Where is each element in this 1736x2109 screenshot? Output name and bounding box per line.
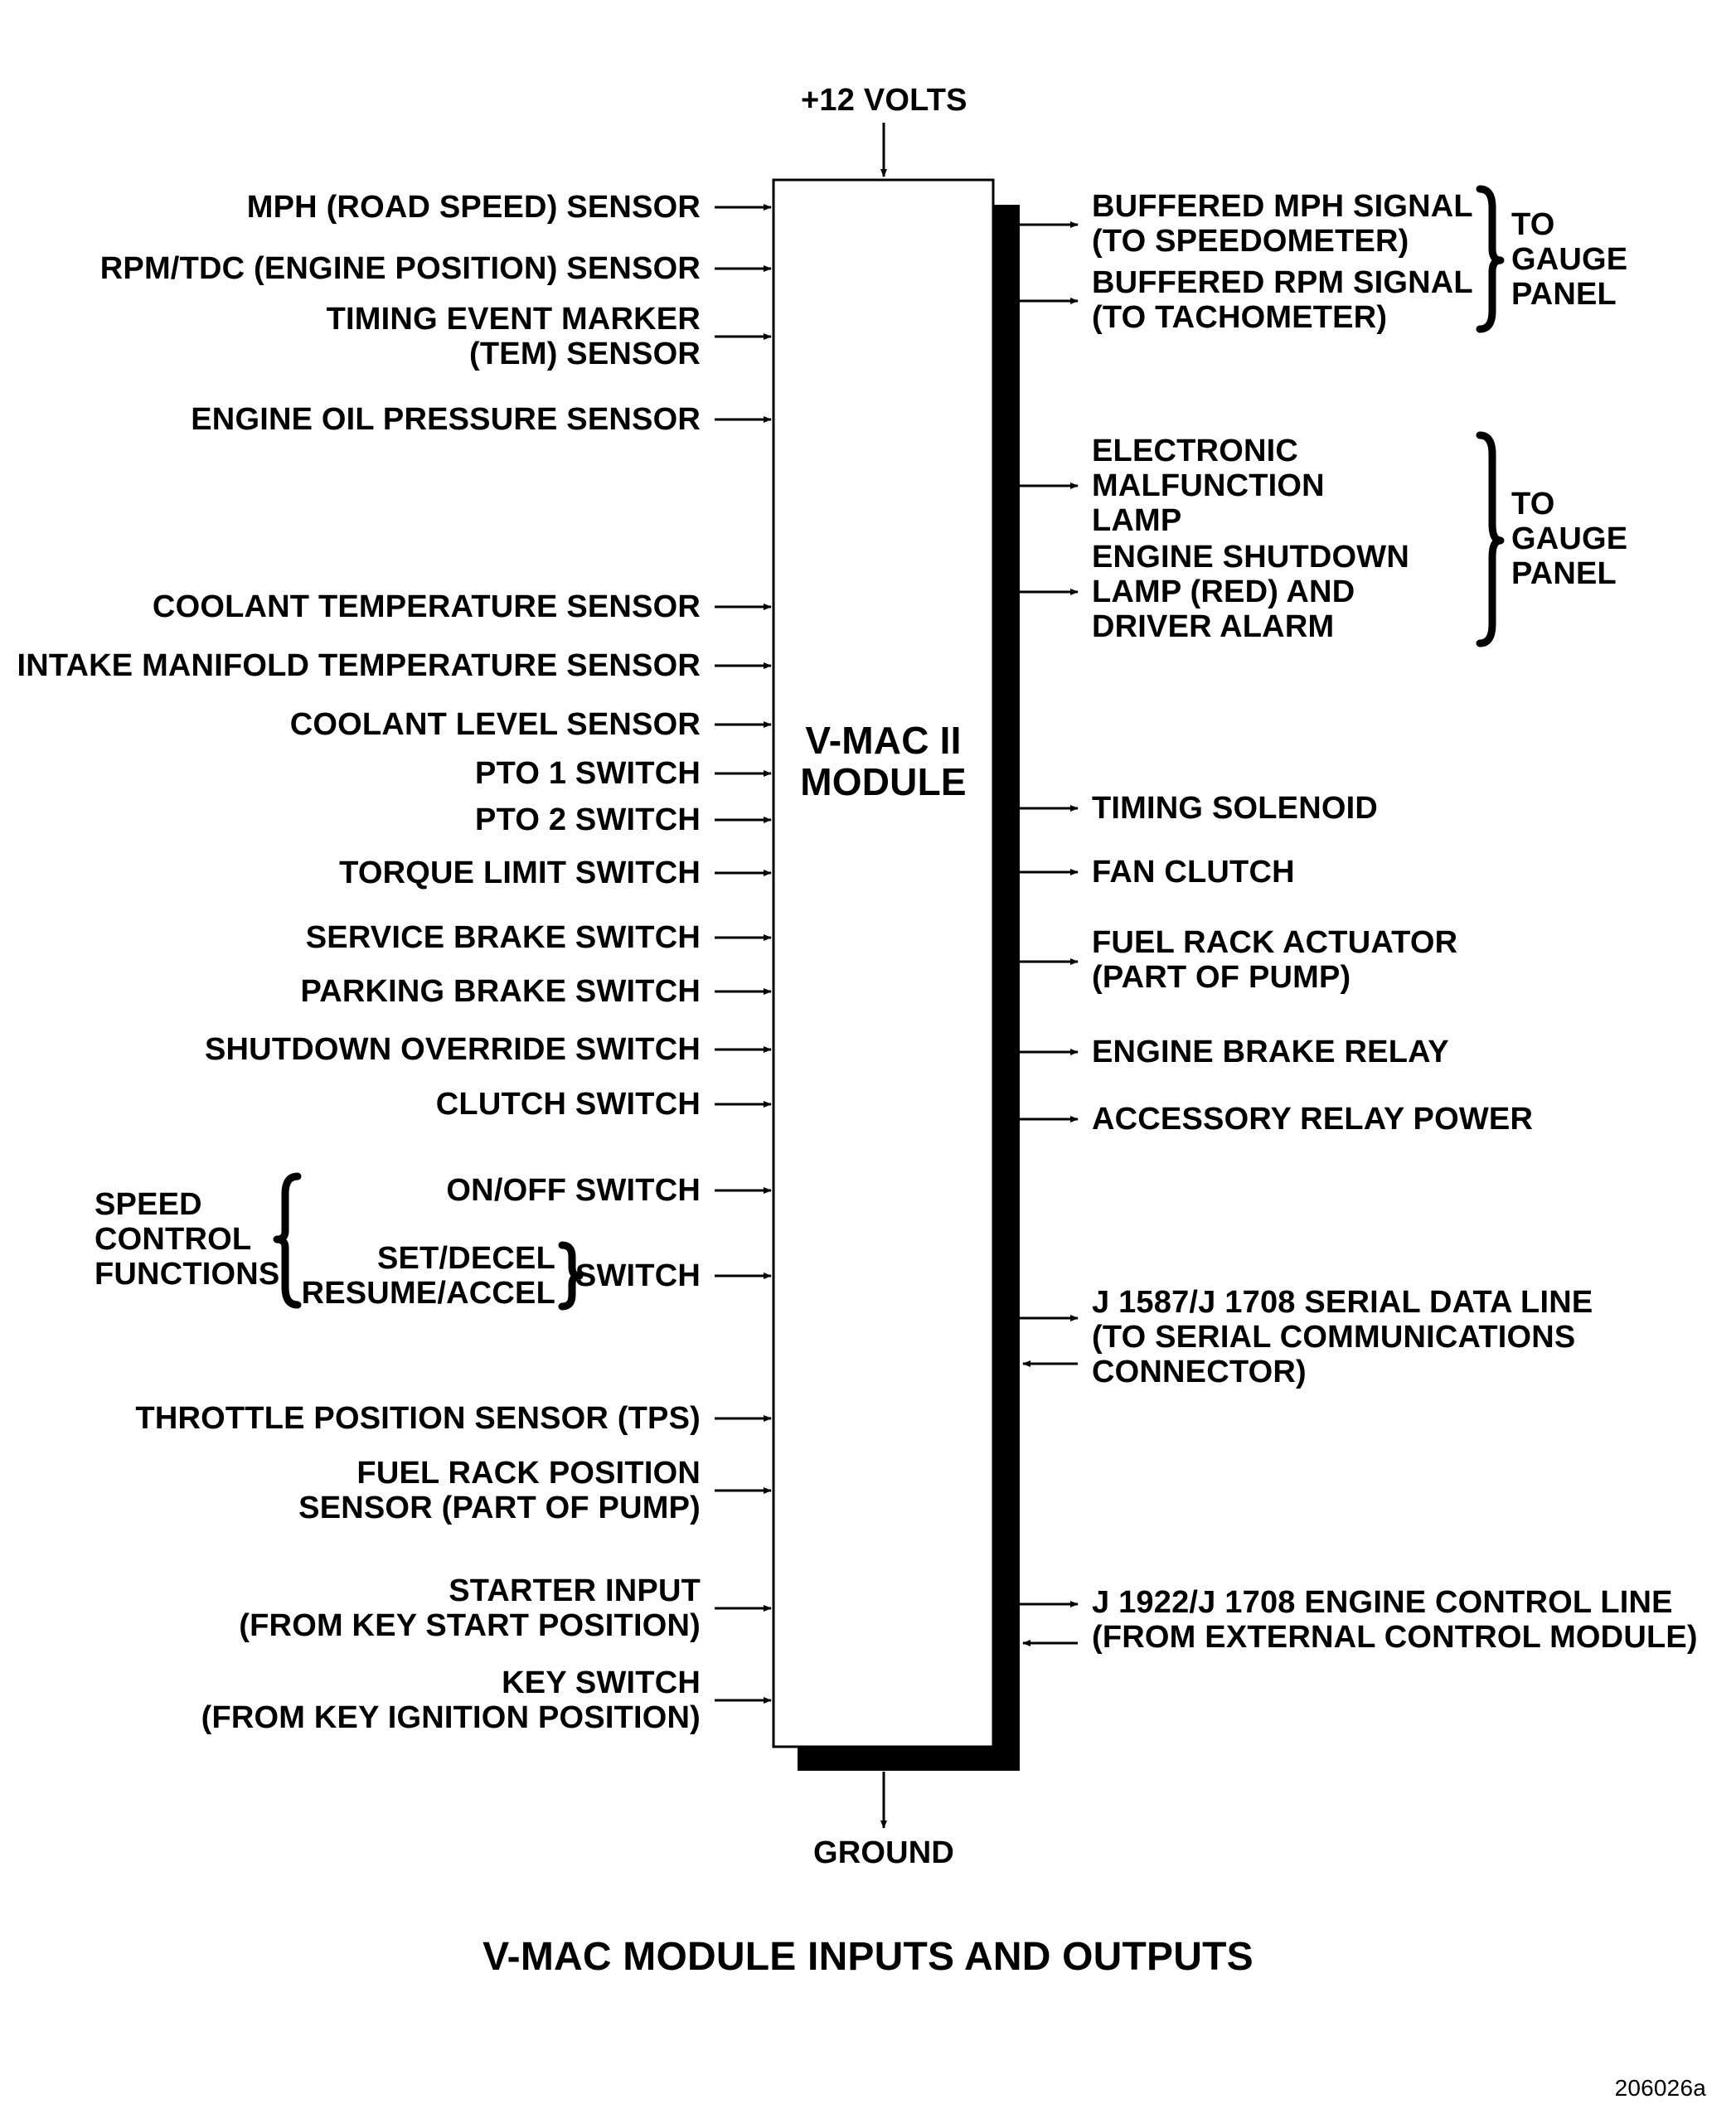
speed-control-group-label: SPEED CONTROL FUNCTIONS bbox=[95, 1187, 280, 1292]
gauge-panel-label-2: TO GAUGE PANEL bbox=[1511, 487, 1628, 591]
brace-right-gauge-1 bbox=[1480, 189, 1501, 329]
output-label-engine-brake-relay: ENGINE BRAKE RELAY bbox=[1092, 1035, 1449, 1069]
power-label: +12 VOLTS bbox=[801, 83, 967, 118]
input-label-key-switch: KEY SWITCH (FROM KEY IGNITION POSITION) bbox=[201, 1665, 701, 1735]
input-label-shutdown-override: SHUTDOWN OVERRIDE SWITCH bbox=[204, 1032, 701, 1067]
input-label-fuel-rack-position: FUEL RACK POSITION SENSOR (PART OF PUMP) bbox=[298, 1456, 701, 1525]
output-label-fuel-rack-actuator: FUEL RACK ACTUATOR (PART OF PUMP) bbox=[1092, 925, 1458, 995]
module-label-line2: MODULE bbox=[800, 760, 967, 803]
input-label-pto1: PTO 1 SWITCH bbox=[475, 756, 701, 791]
input-label-oil-pressure: ENGINE OIL PRESSURE SENSOR bbox=[191, 402, 701, 437]
output-label-serial-data-line: J 1587/J 1708 SERIAL DATA LINE (TO SERIAL COMMUNICATIONS CONNECTOR) bbox=[1092, 1285, 1593, 1389]
input-label-starter-input: STARTER INPUT (FROM KEY START POSITION) bbox=[239, 1573, 701, 1643]
output-label-buffered-rpm: BUFFERED RPM SIGNAL (TO TACHOMETER) bbox=[1092, 265, 1473, 335]
output-label-buffered-mph: BUFFERED MPH SIGNAL (TO SPEEDOMETER) bbox=[1092, 189, 1473, 259]
output-label-shutdown-lamp: ENGINE SHUTDOWN LAMP (RED) AND DRIVER ALARM bbox=[1092, 540, 1409, 644]
figure-number: 206026a bbox=[1614, 2075, 1706, 2101]
gauge-panel-label-1: TO GAUGE PANEL bbox=[1511, 207, 1628, 312]
set-resume-label: SET/DECEL RESUME/ACCEL bbox=[301, 1241, 555, 1311]
brace-right-gauge-2 bbox=[1480, 435, 1501, 643]
input-label-service-brake: SERVICE BRAKE SWITCH bbox=[305, 920, 701, 955]
ground-label: GROUND bbox=[812, 1835, 955, 1870]
module-label-line1: V-MAC II bbox=[805, 719, 962, 762]
input-label-parking-brake: PARKING BRAKE SWITCH bbox=[300, 974, 701, 1009]
output-label-accessory-relay: ACCESSORY RELAY POWER bbox=[1092, 1102, 1534, 1137]
input-label-mph-sensor: MPH (ROAD SPEED) SENSOR bbox=[246, 190, 701, 225]
output-label-malfunction-lamp: ELECTRONIC MALFUNCTION LAMP bbox=[1092, 434, 1325, 538]
input-label-coolant-level: COOLANT LEVEL SENSOR bbox=[289, 707, 701, 742]
input-label-tem-sensor: TIMING EVENT MARKER (TEM) SENSOR bbox=[326, 302, 701, 371]
input-label-torque-limit: TORQUE LIMIT SWITCH bbox=[339, 856, 701, 890]
module-box bbox=[773, 180, 993, 1747]
input-arrows bbox=[715, 207, 771, 1700]
output-label-fan-clutch: FAN CLUTCH bbox=[1092, 855, 1295, 890]
input-label-pto2: PTO 2 SWITCH bbox=[475, 802, 701, 837]
input-label-on-off: ON/OFF SWITCH bbox=[446, 1173, 701, 1208]
output-label-timing-solenoid: TIMING SOLENOID bbox=[1092, 791, 1378, 826]
output-arrows bbox=[1020, 225, 1078, 1643]
diagram-title: V-MAC MODULE INPUTS AND OUTPUTS bbox=[482, 1935, 1254, 1979]
input-label-switch: SWITCH bbox=[575, 1258, 701, 1293]
output-label-engine-control-line: J 1922/J 1708 ENGINE CONTROL LINE (FROM EXTERNAL CONTROL MODULE) bbox=[1092, 1585, 1698, 1655]
input-label-rpm-tdc-sensor: RPM/TDC (ENGINE POSITION) SENSOR bbox=[99, 251, 701, 286]
input-label-tps: THROTTLE POSITION SENSOR (TPS) bbox=[135, 1401, 701, 1436]
brace-left-speed-control bbox=[277, 1176, 298, 1305]
input-label-clutch: CLUTCH SWITCH bbox=[435, 1087, 701, 1122]
input-label-intake-manifold-temp: INTAKE MANIFOLD TEMPERATURE SENSOR bbox=[17, 648, 701, 683]
input-label-coolant-temp: COOLANT TEMPERATURE SENSOR bbox=[152, 589, 701, 624]
